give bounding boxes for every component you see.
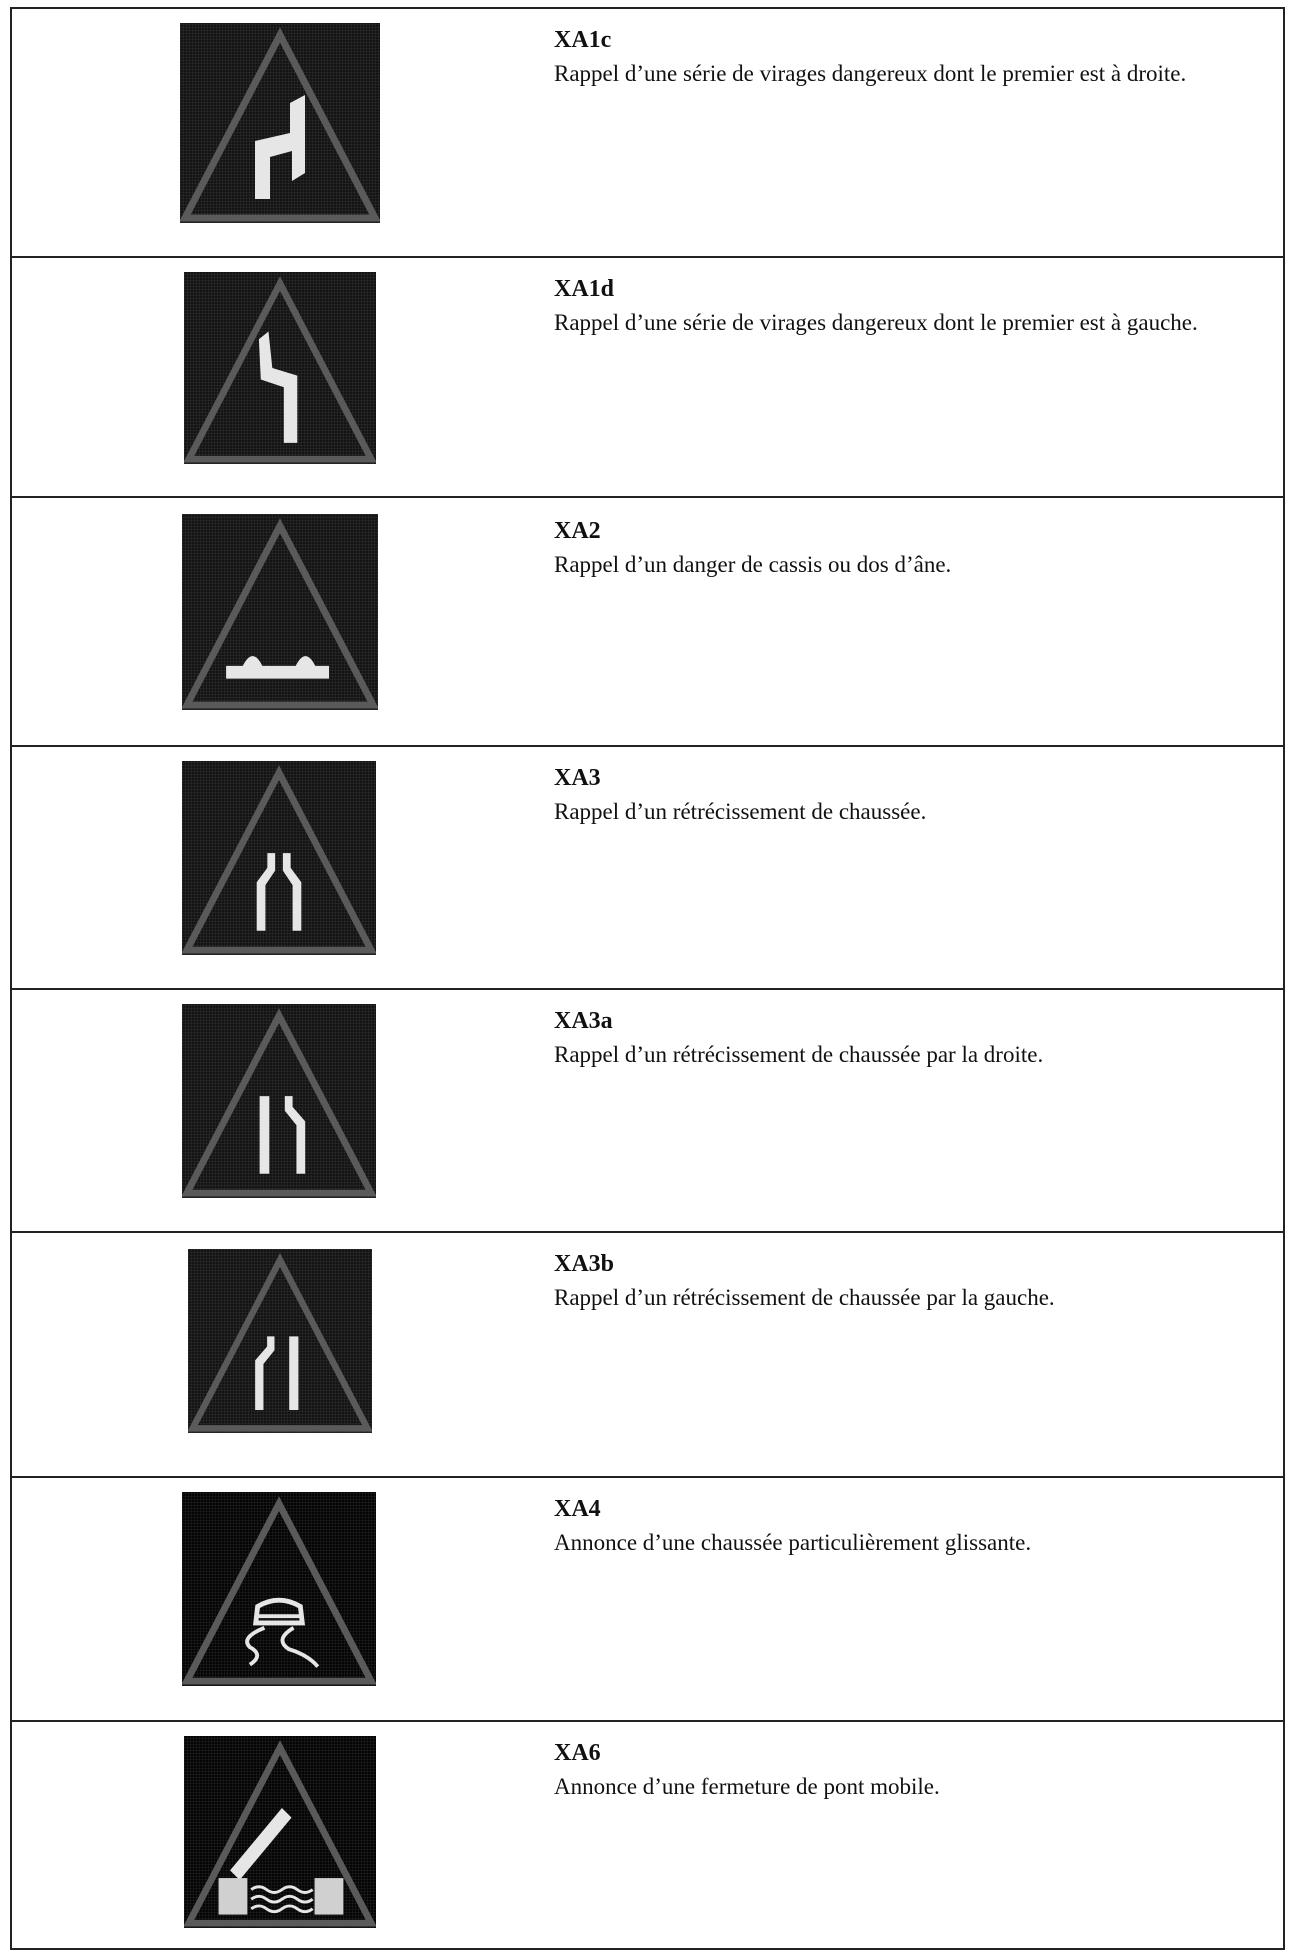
sign-code: XA3: [554, 765, 601, 791]
sign-code: XA3a: [554, 1008, 613, 1034]
sign-row-xa4: [12, 1478, 1283, 1722]
sign-code: XA2: [554, 518, 601, 544]
sign-code: XA4: [554, 1496, 601, 1522]
slippery-road-icon: [182, 1492, 376, 1686]
speed-bump-icon: [182, 514, 378, 710]
sign-row-xa3b: [12, 1233, 1283, 1478]
sign-code: XA1d: [554, 276, 615, 302]
sign-row-xa2: [12, 498, 1283, 747]
road-narrows-both-icon: [182, 761, 376, 955]
sign-row-xa1d: [12, 258, 1283, 498]
sign-description: Rappel d’un rétrécissement de chaussée par la gauche.: [554, 1285, 1055, 1310]
sign-description: Annonce d’une chaussée particulièrement glissante.: [554, 1530, 1032, 1555]
sign-description: Rappel d’un rétrécissement de chaussée.: [554, 799, 927, 824]
sign-description: Rappel d’une série de virages dangereux dont le premier est à gauche.: [554, 310, 1198, 335]
road-narrows-left-icon: [188, 1249, 372, 1433]
double-bend-left-icon: [184, 272, 376, 464]
sign-description: Rappel d’un danger de cassis ou dos d’âne.: [554, 552, 952, 577]
sign-description: Rappel d’une série de virages dangereux dont le premier est à droite.: [554, 61, 1187, 86]
sign-row-xa3: [12, 747, 1283, 990]
sign-row-xa6: [12, 1722, 1283, 1948]
sign-description: Annonce d’une fermeture de pont mobile.: [554, 1774, 940, 1799]
sign-row-xa3a: [12, 990, 1283, 1233]
sign-row-xa1c: [12, 9, 1283, 258]
sign-description: Rappel d’un rétrécissement de chaussée par la droite.: [554, 1042, 1044, 1067]
double-bend-right-icon: [180, 23, 380, 223]
road-narrows-right-icon: [182, 1004, 376, 1198]
swing-bridge-icon: [184, 1736, 376, 1928]
signs-table: [10, 7, 1285, 1950]
sign-code: XA3b: [554, 1251, 615, 1277]
sign-code: XA6: [554, 1740, 601, 1766]
sign-code: XA1c: [554, 27, 612, 53]
